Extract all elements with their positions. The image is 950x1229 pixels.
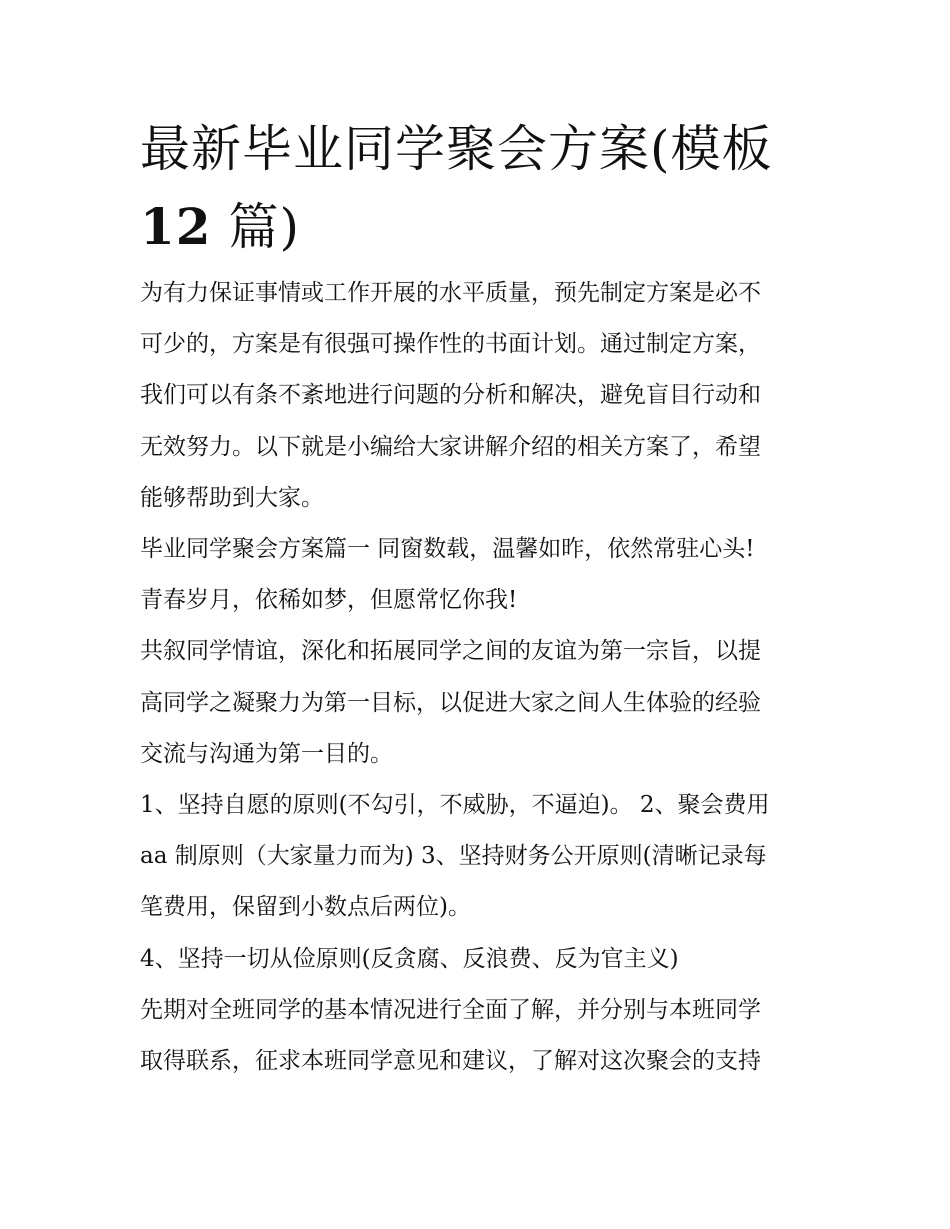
intro-line: 能够帮助到大家。: [140, 484, 324, 511]
intro-line: 为有力保证事情或工作开展的水平质量，预先制定方案是必不: [140, 280, 761, 306]
purpose-line: 共叙同学情谊，深化和拓展同学之间的友谊为第一宗旨，以提: [140, 638, 761, 665]
document-title: [140, 110, 820, 266]
purpose-line: 交流与沟通为第一目的。: [140, 740, 393, 767]
principle-4-line: 4、坚持一切从俭原则(反贪腐、反浪费、反为官主义): [140, 945, 679, 972]
principle-line: 1、坚持自愿的原则(不勾引，不威胁，不逼迫)。 2、聚会费用: [140, 792, 770, 819]
preparation-line: 先期对全班同学的基本情况进行全面了解，并分别与本班同学: [140, 996, 761, 1023]
intro-line: 无效努力。以下就是小编给大家讲解介绍的相关方案了，希望: [140, 433, 761, 460]
title-line-1: 最新毕业同学聚会方案(模板: [140, 120, 773, 178]
principle-line: aa 制原则（大家量力而为) 3、坚持财务公开原则(清晰记录每: [140, 843, 767, 870]
principle-line: 笔费用，保留到小数点后两位)。: [140, 894, 471, 921]
preparation-line: 取得联系，征求本班同学意见和建议，了解对这次聚会的支持: [140, 1048, 761, 1075]
purpose-line: 高同学之凝聚力为第一目标，以促进大家之间人生体验的经验: [140, 689, 761, 716]
intro-line: 可少的，方案是有很强可操作性的书面计划。通过制定方案，: [140, 331, 761, 358]
intro-line: 我们可以有条不紊地进行问题的分析和解决，避免盲目行动和: [140, 382, 761, 409]
principle-4-paragraph: [140, 934, 820, 985]
purpose-paragraph: [140, 626, 820, 780]
section-subline-paragraph: [140, 575, 820, 626]
section-heading-paragraph: [140, 524, 820, 575]
principles-paragraph: [140, 780, 820, 934]
intro-paragraph: [140, 268, 820, 524]
title-line-2: [140, 188, 820, 266]
title-number: 12: [140, 197, 212, 256]
title-suffix: 篇): [211, 198, 300, 256]
section-subline: 青春岁月，依稀如梦，但愿常忆你我!: [140, 587, 518, 614]
section-heading-line: 毕业同学聚会方案篇一 同窗数载，温馨如昨，依然常驻心头!: [140, 536, 755, 563]
document-body: [140, 110, 820, 1087]
preparation-paragraph: [140, 985, 820, 1087]
